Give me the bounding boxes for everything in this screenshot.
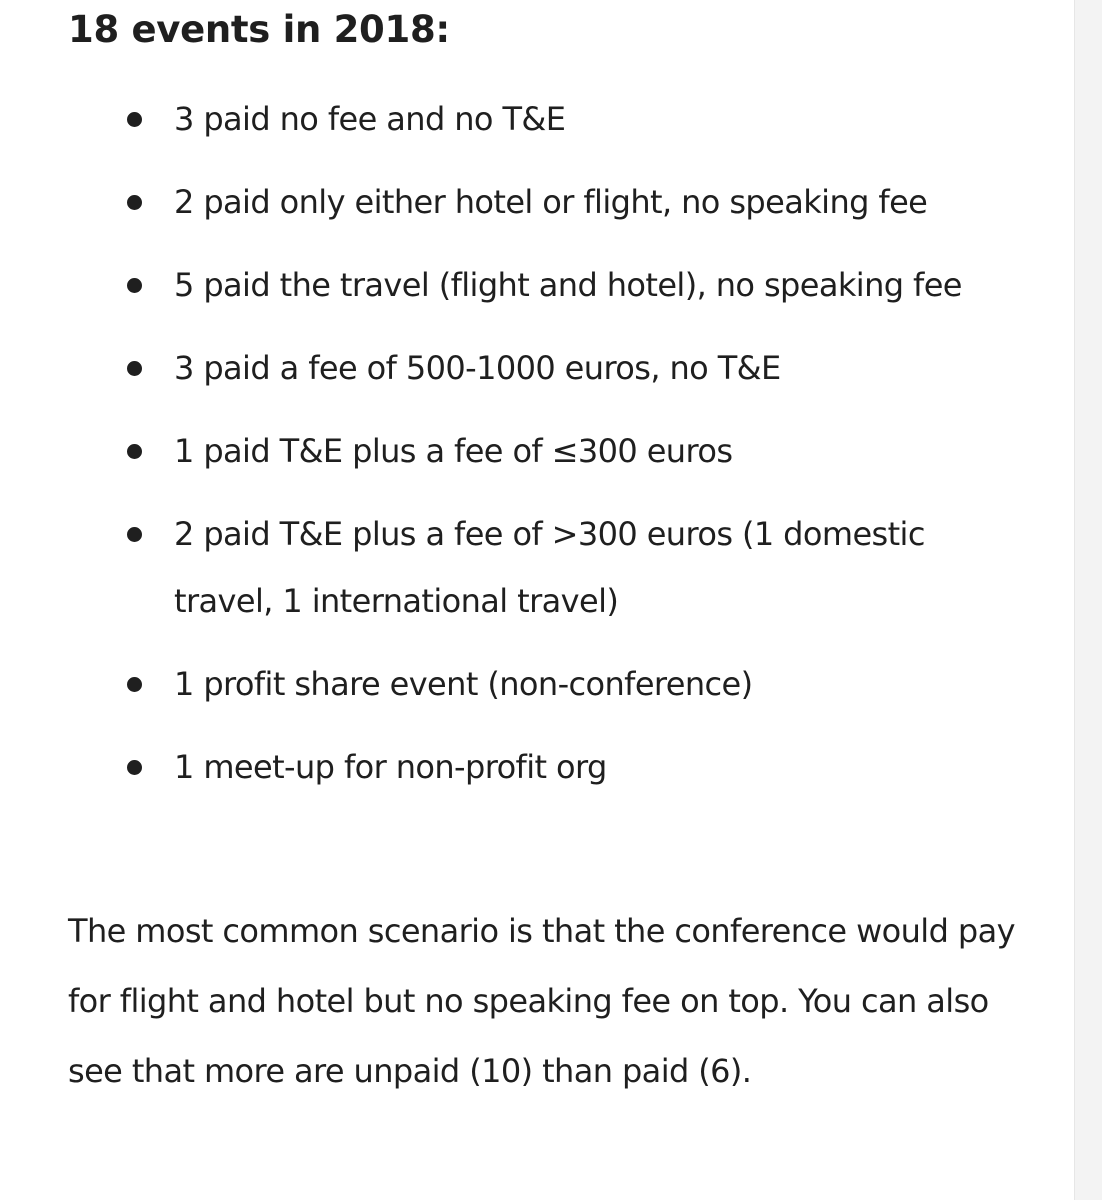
scrollbar[interactable] xyxy=(1074,0,1102,1200)
event-text: 1 paid T&E plus a fee of ≤300 euros xyxy=(174,432,733,470)
bullet-icon xyxy=(127,112,142,127)
event-text: 2 paid T&E plus a fee of >300 euros (1 domestic travel, 1 international travel) xyxy=(174,515,925,620)
event-list-item xyxy=(0,169,1074,236)
event-text: 3 paid no fee and no T&E xyxy=(174,100,566,138)
event-list-item xyxy=(0,501,1074,635)
event-text: 5 paid the travel (flight and hotel), no speaking fee xyxy=(174,266,962,304)
event-list-item xyxy=(0,86,1074,153)
event-text: 3 paid a fee of 500-1000 euros, no T&E xyxy=(174,349,781,387)
summary-paragraph: The most common scenario is that the conference would pay for flight and hotel but no speaking fee on top. You can also see that more are unpaid (10) than paid (6). xyxy=(68,912,1015,1090)
bullet-icon xyxy=(127,444,142,459)
event-text: 1 profit share event (non-conference) xyxy=(174,665,753,703)
event-list-item xyxy=(0,252,1074,319)
bullet-icon xyxy=(127,527,142,542)
event-text: 2 paid only either hotel or flight, no speaking fee xyxy=(174,183,928,221)
event-list-item xyxy=(0,418,1074,485)
bullet-icon xyxy=(127,361,142,376)
bullet-icon xyxy=(127,195,142,210)
event-list-item xyxy=(0,734,1074,801)
events-list xyxy=(0,86,1074,817)
event-list-item xyxy=(0,651,1074,718)
events-heading: 18 events in 2018: xyxy=(68,8,450,51)
bullet-icon xyxy=(127,677,142,692)
event-list-item xyxy=(0,335,1074,402)
event-text: 1 meet-up for non-profit org xyxy=(174,748,607,786)
bullet-icon xyxy=(127,278,142,293)
bullet-icon xyxy=(127,760,142,775)
